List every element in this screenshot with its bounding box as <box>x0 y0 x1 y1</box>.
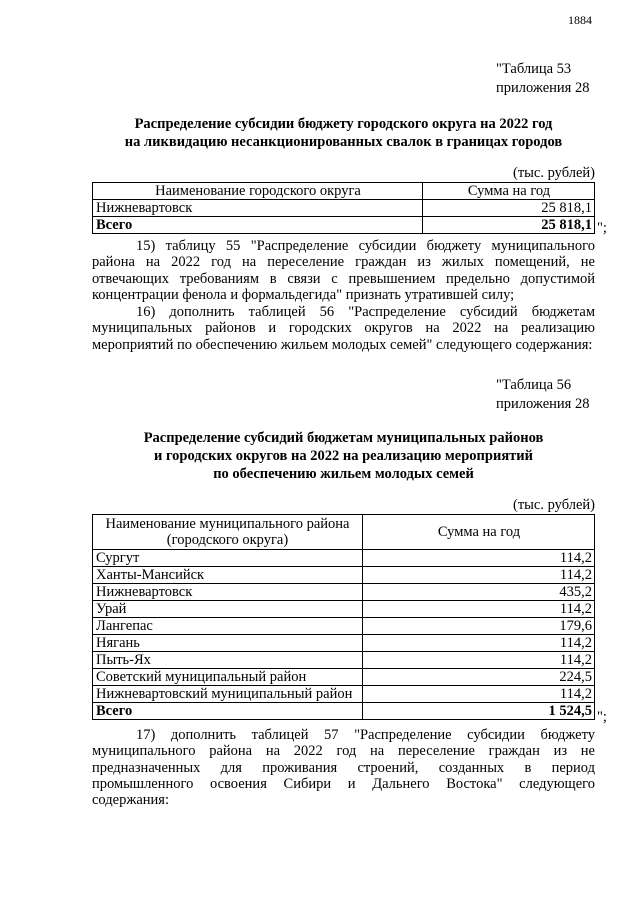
table-row <box>93 584 595 601</box>
table56-title-line3: по обеспечению жильем молодых семей <box>213 466 474 482</box>
table56-closing: "; <box>597 709 607 725</box>
table-row <box>93 635 595 652</box>
table53-title-line2: на ликвидацию несанкционированных свалок в границах городов <box>124 134 563 150</box>
table56-row-sum: 114,2 <box>363 567 595 584</box>
table53-closing: "; <box>597 220 607 236</box>
table56-row-sum: 114,2 <box>363 686 595 703</box>
table56-row-name: Пыть-Ях <box>93 652 363 669</box>
table56-header-row <box>93 515 595 550</box>
paragraph-16-text: 16) дополнить таблицей 56 "Распределение субсидий бюджетам муниципальных районов и городских округов на 2022 на реализацию мероприятий по обеспечению жильем молодых семей" следующего содержания: <box>92 304 595 353</box>
paragraph-17-text: 17) дополнить таблицей 57 "Распределение субсидии бюджету муниципального района на 2022 год на переселение граждан из не предназначенных для проживания строений, созданных в период промышленного освоения Сибири и Дальнего Востока" следующего содержания: <box>92 727 595 809</box>
table56-total-label: Всего <box>93 703 363 720</box>
table53-title <box>92 115 595 151</box>
table56-row-sum: 435,2 <box>363 584 595 601</box>
table56-unit: (тыс. рублей) <box>513 497 595 513</box>
table56-ref-line2: приложения 28 <box>496 396 590 412</box>
table56-row-name: Лангепас <box>93 618 363 635</box>
table56-total-value: 1 524,5 <box>363 703 595 720</box>
table56-ref-line1: "Таблица 56 <box>496 377 572 393</box>
table56-row-name: Нижневартовск <box>93 584 363 601</box>
page-number: 1884 <box>568 13 592 27</box>
table56-row-name: Советский муниципальный район <box>93 669 363 686</box>
table56-col-name-line2: (городского округа) <box>166 532 289 548</box>
table53-total-row <box>93 217 595 234</box>
table56-row-name: Сургут <box>93 550 363 567</box>
table56-title <box>92 429 595 483</box>
table56-col-name <box>93 515 363 550</box>
table56-row-name: Нижневартовский муниципальный район <box>93 686 363 703</box>
table56-row-sum: 114,2 <box>363 550 595 567</box>
table56-total-row <box>93 703 595 720</box>
table56-row-sum: 114,2 <box>363 635 595 652</box>
table56-title-line1: Распределение субсидий бюджетам муниципальных районов <box>143 430 544 446</box>
table56-row-sum: 179,6 <box>363 618 595 635</box>
table56 <box>92 514 595 720</box>
table53-ref-line2: приложения 28 <box>496 80 590 96</box>
table-row <box>93 686 595 703</box>
paragraph-15 <box>92 238 595 303</box>
table53 <box>92 182 595 234</box>
table56-row-sum: 114,2 <box>363 601 595 618</box>
table56-title-line2: и городских округов на 2022 на реализацию мероприятий <box>153 448 534 464</box>
table53-col-sum: Сумма на год <box>423 183 595 200</box>
table53-title-line1: Распределение субсидии бюджету городского округа на 2022 год <box>134 116 553 132</box>
table56-row-sum: 224,5 <box>363 669 595 686</box>
table-row <box>93 567 595 584</box>
table-row <box>93 601 595 618</box>
table56-row-name: Урай <box>93 601 363 618</box>
table56-col-sum: Сумма на год <box>363 515 595 550</box>
table53-unit: (тыс. рублей) <box>513 165 595 181</box>
table56-row-name: Нягань <box>93 635 363 652</box>
table56-col-name-line1: Наименование муниципального района <box>105 516 350 532</box>
table-row <box>93 550 595 567</box>
table53-total-value: 25 818,1 <box>423 217 595 234</box>
table-row <box>93 652 595 669</box>
paragraph-16 <box>92 304 595 353</box>
table53-header-row <box>93 183 595 200</box>
table53-row-name: Нижневартовск <box>93 200 423 217</box>
table56-row-name: Ханты-Мансийск <box>93 567 363 584</box>
table56-row-sum: 114,2 <box>363 652 595 669</box>
table53-total-label: Всего <box>93 217 423 234</box>
table53-row-sum: 25 818,1 <box>423 200 595 217</box>
paragraph-17 <box>92 727 595 808</box>
table-row <box>93 200 595 217</box>
table53-col-name: Наименование городского округа <box>93 183 423 200</box>
table53-ref-line1: "Таблица 53 <box>496 61 572 77</box>
paragraph-15-text: 15) таблицу 55 "Распределение субсидии бюджету муниципального района на 2022 год на переселение граждан из жилых помещений, не отвечающих требованиям в связи с превышением предельно допустимой концентрации фенола и формальдегида" признать утратившей силу; <box>92 238 595 303</box>
table-row <box>93 669 595 686</box>
table-row <box>93 618 595 635</box>
